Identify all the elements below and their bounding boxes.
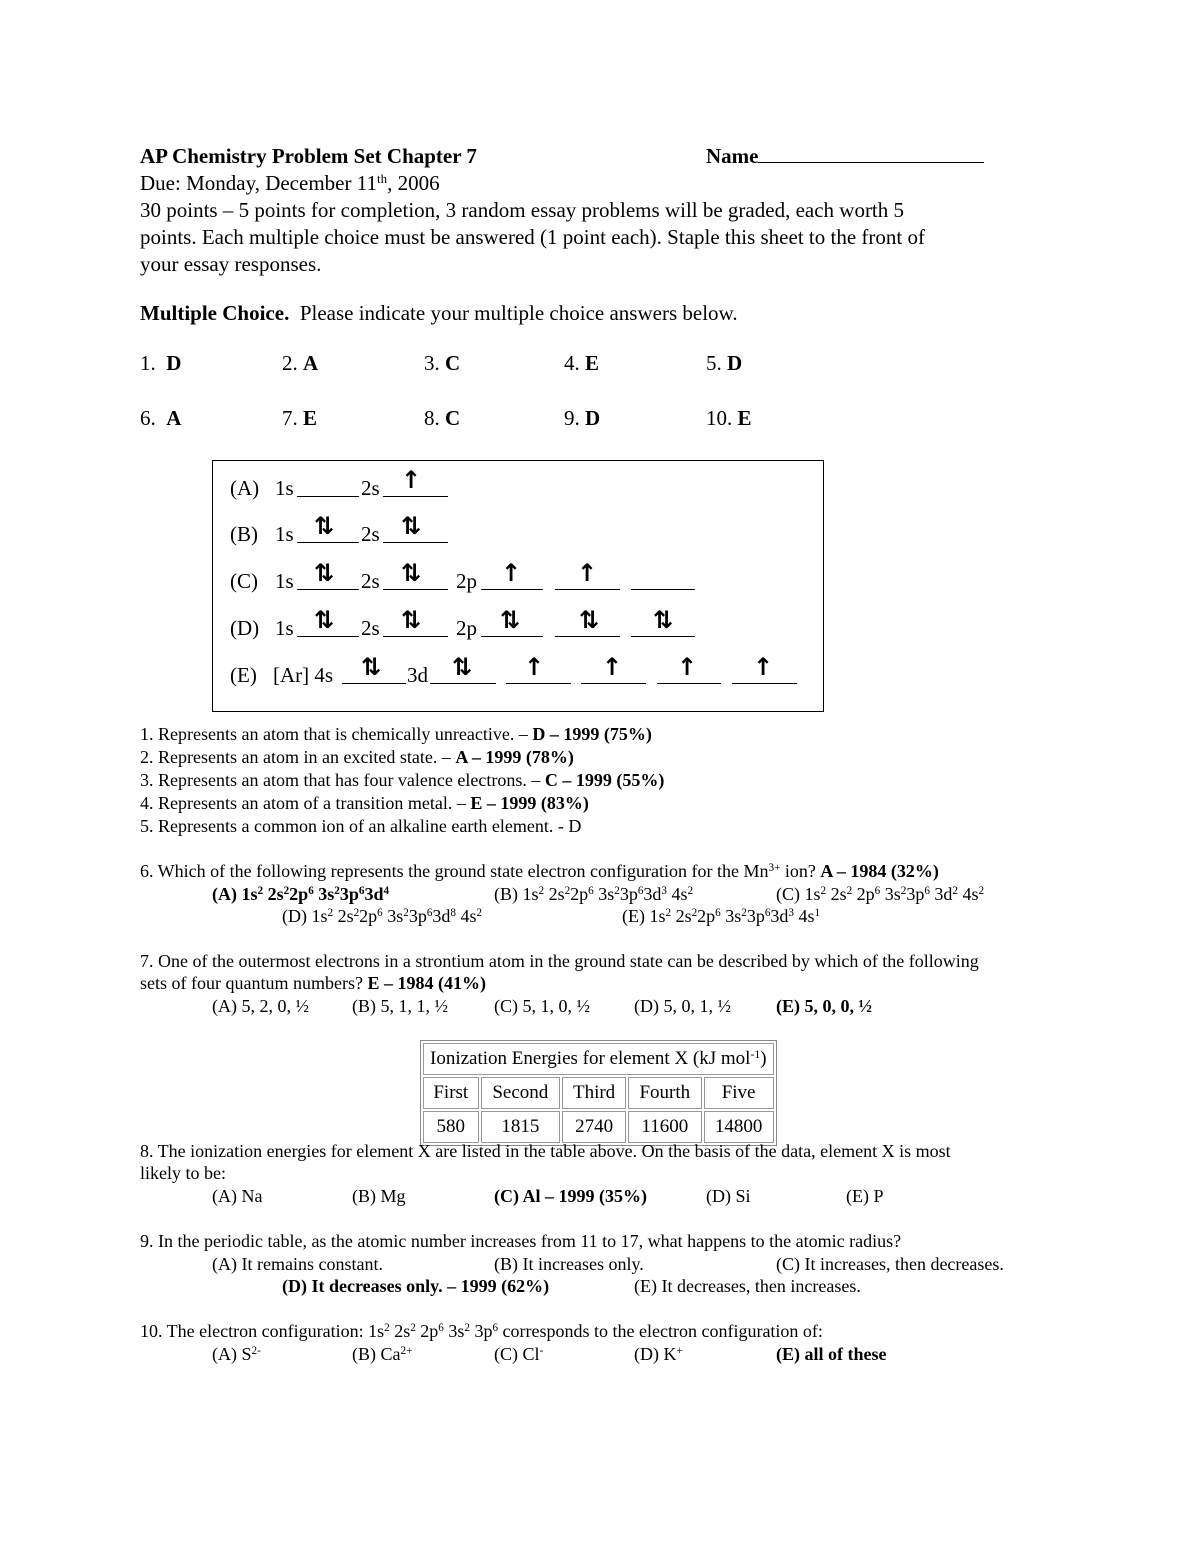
orbital-slot xyxy=(383,496,448,497)
q8-choice-e: (E) P xyxy=(846,1186,884,1206)
due-date: Due: Monday, December 11th, 2006 xyxy=(140,170,440,195)
config-a-label: (A) xyxy=(230,476,260,500)
paired-arrows-icon: ⇅ xyxy=(313,606,335,634)
q10-choice-a: (A) $S^{2-}$ xyxy=(212,1344,261,1364)
ie-table-title: Ionization Energies for element X (kJ mol$^{-1}$) xyxy=(423,1043,774,1075)
answer-10: 10. E xyxy=(706,406,752,430)
orbital-slot xyxy=(297,542,359,543)
orbital-slot xyxy=(383,542,448,543)
config-b-2s-label: 2s xyxy=(361,522,380,546)
ie-header-cell: Fourth xyxy=(628,1077,702,1109)
config-a-1s-label: 1s xyxy=(275,476,294,500)
answer-4: 4. E xyxy=(564,351,600,375)
answer-6: 6. A xyxy=(140,406,182,430)
mc-intro: Multiple Choice. Please indicate your multiple choice answers below. xyxy=(140,301,738,325)
q9-choice-b: (B) It increases only. xyxy=(494,1254,644,1274)
answer-1: 1. D xyxy=(140,351,182,375)
paired-arrows-icon: ⇅ xyxy=(578,606,600,634)
orbital-slot xyxy=(631,589,695,590)
config-e-3d-label: 3d xyxy=(407,663,428,687)
paired-arrows-icon: ⇅ xyxy=(499,606,521,634)
q7-choice-a: (A) 5, 2, 0, ½ xyxy=(212,996,309,1016)
q9-choice-d: (D) It decreases only. – 1999 (62%) xyxy=(282,1276,550,1296)
paired-arrows-icon: ⇅ xyxy=(400,606,422,634)
answer-7: 7. E xyxy=(282,406,318,430)
q8-choice-a: (A) Na xyxy=(212,1186,263,1206)
config-c-2s-label: 2s xyxy=(361,569,380,593)
config-e-label: (E) xyxy=(230,663,257,687)
paired-arrows-icon: ⇅ xyxy=(313,559,335,587)
q9-choice-c: (C) It increases, then decreases. xyxy=(776,1254,1004,1274)
ie-value-cell: 580 xyxy=(423,1111,479,1143)
points-line-3: your essay responses. xyxy=(140,252,322,276)
orbital-slot xyxy=(481,589,543,590)
q7-choice-c: (C) 5, 1, 0, ½ xyxy=(494,996,590,1016)
statement-5: 5. Represents a common ion of an alkaline earth element. - D xyxy=(140,816,582,836)
q10-choice-b: (B) $Ca^{2+}$ xyxy=(352,1344,413,1364)
orbital-slot xyxy=(481,636,543,637)
question-9-stem: 9. In the periodic table, as the atomic number increases from 11 to 17, what happens to the atomic radius? xyxy=(140,1231,902,1251)
answer-9: 9. D xyxy=(564,406,601,430)
answer-3: 3. C xyxy=(424,351,461,375)
points-line-2: points. Each multiple choice must be answered (1 point each). Staple this sheet to the front of xyxy=(140,225,925,249)
q10-choice-e: (E) all of these xyxy=(776,1344,887,1364)
up-arrow-icon: ↑ xyxy=(676,653,698,681)
question-7-stem-line-2: sets of four quantum numbers? E – 1984 (41%) xyxy=(140,973,486,993)
q6-choice-e: (E) $1s^2$ $2s^22p^6$ $3s^23p^63d^3$ $4s^1$ xyxy=(622,906,821,926)
answer-5: 5. D xyxy=(706,351,743,375)
config-b-1s-label: 1s xyxy=(275,522,294,546)
paired-arrows-icon: ⇅ xyxy=(652,606,674,634)
paired-arrows-icon: ⇅ xyxy=(400,512,422,540)
up-arrow-icon: ↑ xyxy=(523,653,545,681)
ie-value-cell: 11600 xyxy=(628,1111,702,1143)
up-arrow-icon: ↑ xyxy=(576,559,598,587)
orbital-slot xyxy=(383,636,448,637)
config-e-core-label: [Ar] 4s xyxy=(273,663,334,687)
q9-choice-a: (A) It remains constant. xyxy=(212,1254,383,1274)
q6-choice-c: (C) $1s^2$ $2s^2$ $2p^6$ $3s^23p^6$ $3d^2$ $4s^2$ xyxy=(776,884,985,904)
config-d-label: (D) xyxy=(230,616,260,640)
question-8-stem-line-2: likely to be: xyxy=(140,1163,226,1183)
config-c-2p-label: 2p xyxy=(456,569,477,593)
config-a-2s-label: 2s xyxy=(361,476,380,500)
q6-choice-d: (D) $1s^2$ $2s^22p^6$ $3s^23p^63d^8$ $4s^2$ xyxy=(282,906,483,926)
orbital-slot xyxy=(297,496,359,497)
orbital-slot xyxy=(430,683,496,684)
q7-choice-d: (D) 5, 0, 1, ½ xyxy=(634,996,731,1016)
statement-2: 2. Represents an atom in an excited state. – A – 1999 (78%) xyxy=(140,747,574,767)
question-10-stem: 10. The electron configuration: $1s^2$ $2s^2$ $2p^6$ $3s^2$ $3p^6$ corresponds to the electron configuration of: xyxy=(140,1321,823,1341)
orbital-slot xyxy=(581,683,646,684)
up-arrow-icon: ↑ xyxy=(752,653,774,681)
q8-choice-d: (D) Si xyxy=(706,1186,751,1206)
q10-choice-d: (D) K+ xyxy=(634,1344,683,1364)
statement-3: 3. Represents an atom that has four valence electrons. – C – 1999 (55%) xyxy=(140,770,665,790)
orbital-slot xyxy=(732,683,797,684)
orbital-slot xyxy=(506,683,571,684)
statement-1: 1. Represents an atom that is chemically unreactive. – D – 1999 (75%) xyxy=(140,724,652,744)
paired-arrows-icon: ⇅ xyxy=(400,559,422,587)
orbital-slot xyxy=(555,636,620,637)
orbital-slot xyxy=(297,636,359,637)
q10-choice-c: (C) Cl- xyxy=(494,1344,544,1364)
orbital-slot xyxy=(555,589,620,590)
paired-arrows-icon: ⇅ xyxy=(313,512,335,540)
up-arrow-icon: ↑ xyxy=(601,653,623,681)
up-arrow-icon: ↑ xyxy=(400,466,422,494)
config-b-label: (B) xyxy=(230,522,258,546)
paired-arrows-icon: ⇅ xyxy=(451,653,473,681)
question-8-stem-line-1: 8. The ionization energies for element X are listed in the table above. On the basis of the data, element X is most xyxy=(140,1141,951,1161)
config-d-2s-label: 2s xyxy=(361,616,380,640)
config-d-2p-label: 2p xyxy=(456,616,477,640)
question-6-stem: 6. Which of the following represents the ground state electron configuration for the $Mn^{3+}$ ion? A – 1984 (32%) xyxy=(140,861,939,881)
statement-4: 4. Represents an atom of a transition metal. – E – 1999 (83%) xyxy=(140,793,589,813)
orbital-slot xyxy=(383,589,448,590)
up-arrow-icon: ↑ xyxy=(500,559,522,587)
orbital-slot xyxy=(297,589,359,590)
orbital-slot xyxy=(657,683,721,684)
name-blank-line[interactable] xyxy=(758,146,984,163)
ie-header-cell: Second xyxy=(481,1077,561,1109)
ie-header-cell: Five xyxy=(704,1077,774,1109)
ie-value-cell: 2740 xyxy=(562,1111,626,1143)
ionization-energy-table xyxy=(420,1040,777,1146)
page-title: AP Chemistry Problem Set Chapter 7 xyxy=(140,144,477,168)
config-d-1s-label: 1s xyxy=(275,616,294,640)
q6-choice-b: (B) $1s^2$ $2s^22p^6$ $3s^23p^63d^3$ $4s^2$ xyxy=(494,884,694,904)
answer-8: 8. C xyxy=(424,406,461,430)
q7-choice-e: (E) 5, 0, 0, ½ xyxy=(776,996,872,1016)
q8-choice-b: (B) Mg xyxy=(352,1186,406,1206)
q6-choice-a: (A) $1s^2$ $2s^22p^6$ $3s^23p^63d^4$ xyxy=(212,884,390,904)
name-field[interactable]: Name xyxy=(706,143,984,170)
config-c-1s-label: 1s xyxy=(275,569,294,593)
config-c-label: (C) xyxy=(230,569,258,593)
question-7-stem-line-1: 7. One of the outermost electrons in a strontium atom in the ground state can be described by which of the following xyxy=(140,951,979,971)
orbital-slot xyxy=(342,683,406,684)
ie-header-cell: First xyxy=(423,1077,479,1109)
q7-choice-b: (B) 5, 1, 1, ½ xyxy=(352,996,448,1016)
q9-choice-e: (E) It decreases, then increases. xyxy=(634,1276,861,1296)
orbital-slot xyxy=(631,636,695,637)
ie-header-cell: Third xyxy=(562,1077,626,1109)
ie-value-cell: 14800 xyxy=(704,1111,774,1143)
q8-choice-c: (C) Al – 1999 (35%) xyxy=(494,1186,647,1206)
points-line-1: 30 points – 5 points for completion, 3 random essay problems will be graded, each worth 5 xyxy=(140,198,905,222)
answer-2: 2. A xyxy=(282,351,319,375)
ie-value-cell: 1815 xyxy=(481,1111,561,1143)
paired-arrows-icon: ⇅ xyxy=(360,653,382,681)
